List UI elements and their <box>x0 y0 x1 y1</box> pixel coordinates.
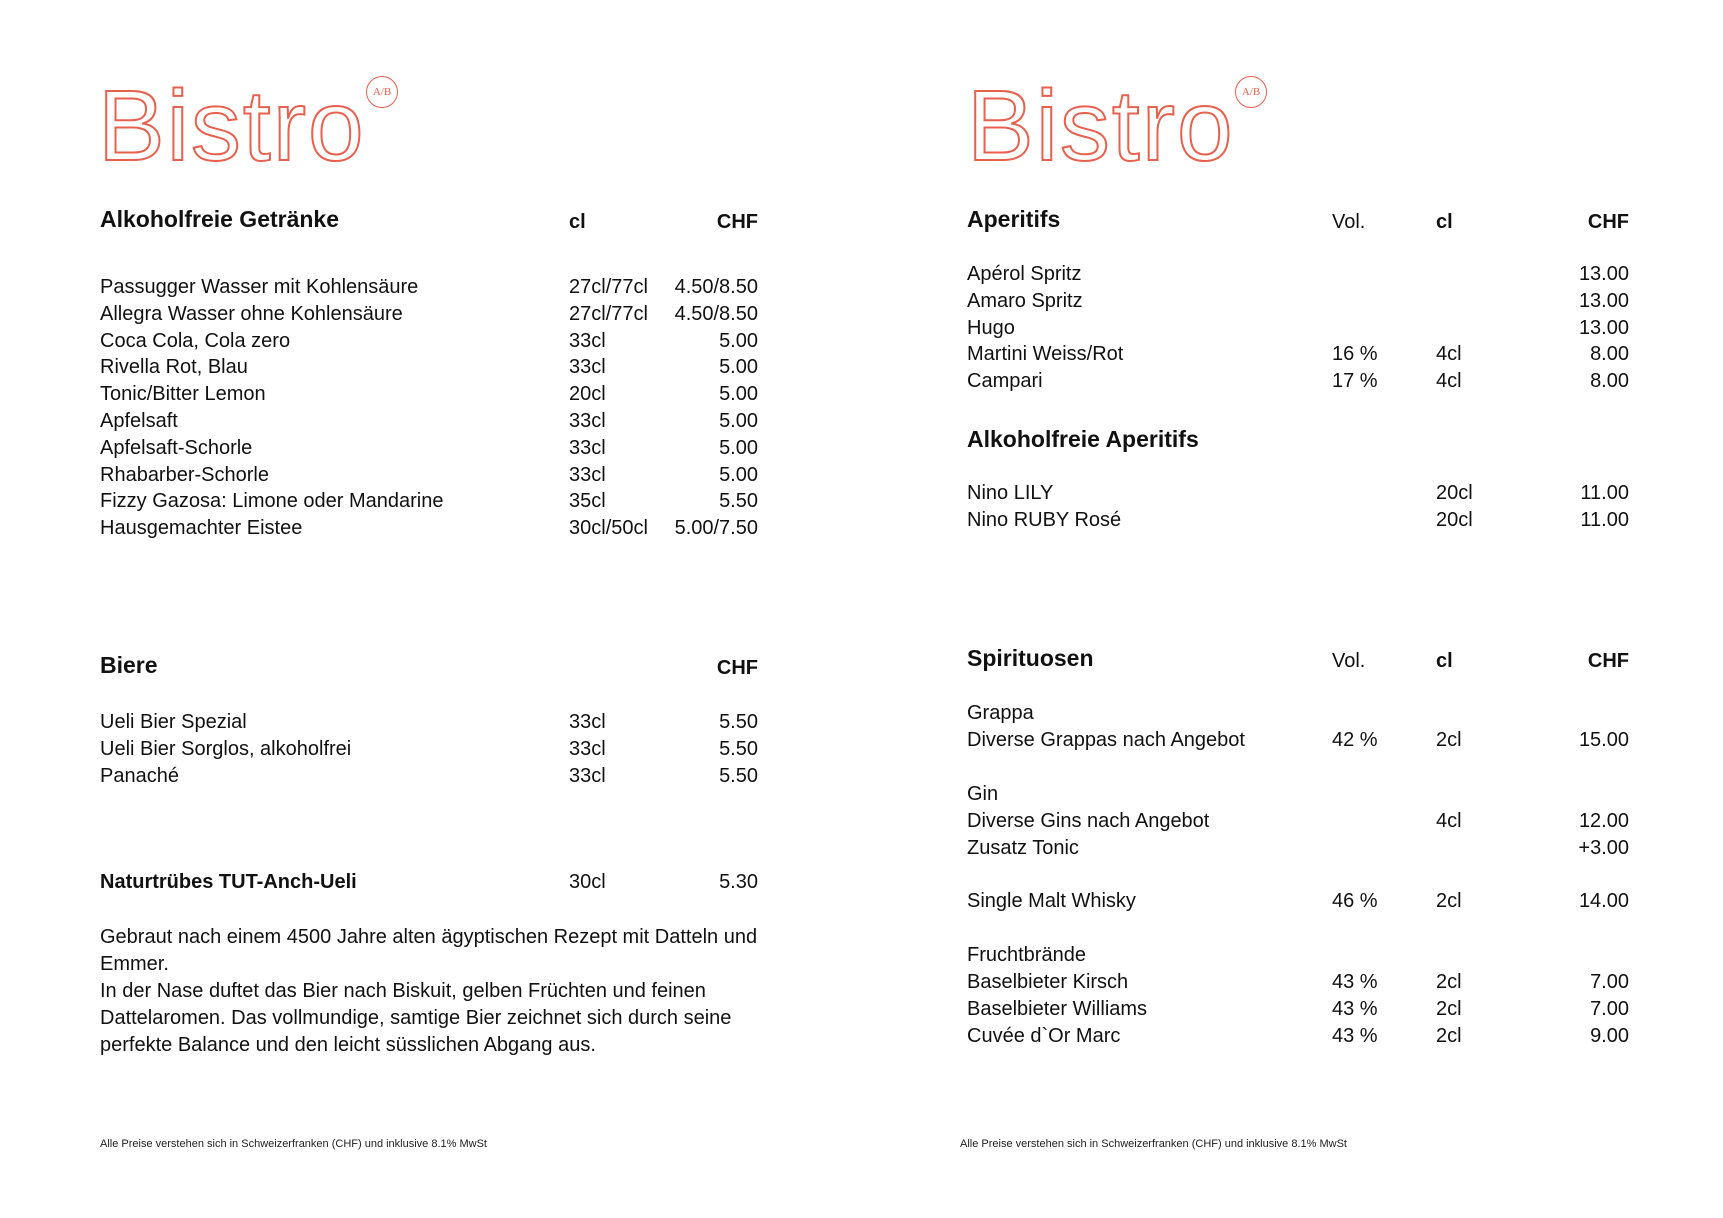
item-name: Hausgemachter Eistee <box>100 517 303 540</box>
item-name: Baselbieter Williams <box>967 998 1148 1020</box>
item-price: +3.00 <box>1578 837 1629 859</box>
item-volume: 30cl/50cl <box>569 517 648 540</box>
item-price: 13.00 <box>1578 316 1629 339</box>
item-volume: 2cl <box>1436 729 1462 751</box>
item-abv: 43 % <box>1332 1025 1378 1047</box>
item-name: Amaro Spritz <box>967 289 1083 312</box>
menu-page-right <box>863 0 1723 1218</box>
col-header-vol: Vol. <box>1332 650 1366 672</box>
item-price: 11.00 <box>1580 482 1629 504</box>
item-price: 8.00 <box>1590 343 1629 366</box>
item-volume: 2cl <box>1436 890 1462 912</box>
section-title-spirits: Spirituosen <box>967 645 1094 671</box>
item-price: 5.00 <box>719 436 758 459</box>
item-price: 5.00 <box>719 329 758 352</box>
item-price: 5.50 <box>719 490 758 513</box>
item-name: Rhabarber-Schorle <box>100 463 269 486</box>
section-title-nonalc-aperitifs: Alkoholfreie Aperitifs <box>967 426 1199 452</box>
item-volume: 33cl <box>569 764 606 787</box>
item-price: 12.00 <box>1578 810 1629 832</box>
item-name: Zusatz Tonic <box>967 837 1079 859</box>
item-name: Panaché <box>100 764 179 787</box>
item-volume: 27cl/77cl <box>569 302 648 325</box>
item-name: Baselbieter Kirsch <box>967 971 1129 993</box>
item-name: Tonic/Bitter Lemon <box>100 383 266 406</box>
item-volume: 33cl <box>569 737 606 760</box>
item-volume: 33cl <box>569 463 606 486</box>
item-price: 7.00 <box>1590 998 1629 1020</box>
item-abv: 43 % <box>1332 971 1378 993</box>
item-name: Single Malt Whisky <box>967 890 1136 912</box>
item-price: 7.00 <box>1590 971 1629 993</box>
item-name: Grappa <box>967 702 1034 724</box>
col-header-chf: CHF <box>1587 211 1629 233</box>
col-header-chf: CHF <box>716 211 758 233</box>
col-header-chf: CHF <box>716 657 758 679</box>
item-name: Campari <box>967 370 1043 393</box>
item-price: 5.00/7.50 <box>674 517 758 540</box>
special-beer-name: Naturtrübes TUT-Anch-Ueli <box>100 871 357 893</box>
special-beer-description: Gebraut nach einem 4500 Jahre alten ägyptischen Rezept mit Datteln und Emmer. In der Nase duftet das Bier nach Biskuit, gelben Früchten und feinen Dattelaromen. Das vollmundige, samtige Bier zeichnet sich durch seine perfekte Balance und den leicht süsslichen Abgang aus. <box>100 926 758 1056</box>
item-price: 5.00 <box>719 463 758 486</box>
item-price: 8.00 <box>1590 370 1629 393</box>
logo-text: Bistro <box>967 70 1235 182</box>
special-beer-price: 5.30 <box>719 871 758 893</box>
item-abv: 16 % <box>1332 343 1378 366</box>
item-price: 4.50/8.50 <box>674 276 758 298</box>
item-price: 14.00 <box>1578 890 1629 912</box>
item-abv: 17 % <box>1332 370 1378 393</box>
col-header-chf: CHF <box>1587 650 1629 672</box>
item-volume: 33cl <box>569 329 606 352</box>
footer-note: Alle Preise verstehen sich in Schweizerfranken (CHF) und inklusive 8.1% MwSt <box>100 1138 487 1150</box>
item-name: Rivella Rot, Blau <box>100 356 248 379</box>
logo-text: Bistro <box>98 70 366 182</box>
item-name: Coca Cola, Cola zero <box>100 329 291 352</box>
item-name: Allegra Wasser ohne Kohlensäure <box>100 302 403 325</box>
item-price: 5.00 <box>719 383 758 406</box>
special-beer-cl: 30cl <box>569 871 606 893</box>
item-volume: 4cl <box>1436 810 1462 832</box>
item-volume: 33cl <box>569 356 606 379</box>
item-volume: 2cl <box>1436 1025 1462 1047</box>
item-name: Nino RUBY Rosé <box>967 508 1122 531</box>
item-abv: 46 % <box>1332 890 1378 912</box>
item-name: Cuvée d`Or Marc <box>967 1025 1121 1047</box>
item-abv: 43 % <box>1332 998 1378 1020</box>
item-price: 5.00 <box>719 410 758 432</box>
item-volume: 33cl <box>569 711 606 733</box>
col-header-cl: cl <box>1436 650 1453 672</box>
item-name: Apfelsaft-Schorle <box>100 436 253 459</box>
item-name: Apfelsaft <box>100 410 178 432</box>
item-name: Fruchtbrände <box>967 944 1086 966</box>
item-name: Gin <box>967 783 999 805</box>
item-volume: 33cl <box>569 410 606 432</box>
item-abv: 42 % <box>1332 729 1378 751</box>
col-header-cl: cl <box>569 211 586 233</box>
item-name: Ueli Bier Sorglos, alkoholfrei <box>100 737 352 760</box>
item-volume: 2cl <box>1436 998 1462 1020</box>
item-volume: 4cl <box>1436 343 1462 366</box>
item-volume: 2cl <box>1436 971 1462 993</box>
item-price: 9.00 <box>1590 1025 1629 1047</box>
item-name: Nino LILY <box>967 482 1054 504</box>
item-price: 13.00 <box>1578 289 1629 312</box>
menu-page-left <box>0 0 860 1218</box>
footer-note: Alle Preise verstehen sich in Schweizerfranken (CHF) und inklusive 8.1% MwSt <box>960 1138 1347 1150</box>
item-name: Hugo <box>967 316 1015 339</box>
section-title-aperitifs: Aperitifs <box>967 206 1061 232</box>
bistro-logo <box>98 70 392 182</box>
item-name: Passugger Wasser mit Kohlensäure <box>100 276 419 298</box>
section-title-beer: Biere <box>100 652 158 678</box>
item-price: 15.00 <box>1578 729 1629 751</box>
item-volume: 27cl/77cl <box>569 276 648 298</box>
item-name: Fizzy Gazosa: Limone oder Mandarine <box>100 490 444 513</box>
item-price: 5.50 <box>719 737 758 760</box>
bistro-logo <box>967 70 1261 182</box>
item-volume: 20cl <box>1436 482 1473 504</box>
item-name: Diverse Gins nach Angebot <box>967 810 1210 832</box>
item-name: Apérol Spritz <box>967 263 1082 285</box>
item-volume: 20cl <box>1436 508 1473 531</box>
item-name: Ueli Bier Spezial <box>100 711 247 733</box>
item-price: 5.50 <box>719 764 758 787</box>
item-name: Diverse Grappas nach Angebot <box>967 729 1245 751</box>
item-volume: 20cl <box>569 383 606 406</box>
col-header-vol: Vol. <box>1332 211 1366 233</box>
item-volume: 4cl <box>1436 370 1462 393</box>
item-name: Martini Weiss/Rot <box>967 343 1124 366</box>
col-header-cl: cl <box>1436 211 1453 233</box>
item-price: 5.50 <box>719 711 758 733</box>
item-price: 13.00 <box>1578 263 1629 285</box>
logo-mark: A/B <box>1235 76 1267 108</box>
item-price: 11.00 <box>1580 508 1629 531</box>
item-volume: 33cl <box>569 436 606 459</box>
item-price: 5.00 <box>719 356 758 379</box>
item-volume: 35cl <box>569 490 606 513</box>
logo-mark: A/B <box>366 76 398 108</box>
section-title-softdrinks: Alkoholfreie Getränke <box>100 206 340 232</box>
item-price: 4.50/8.50 <box>674 302 758 325</box>
